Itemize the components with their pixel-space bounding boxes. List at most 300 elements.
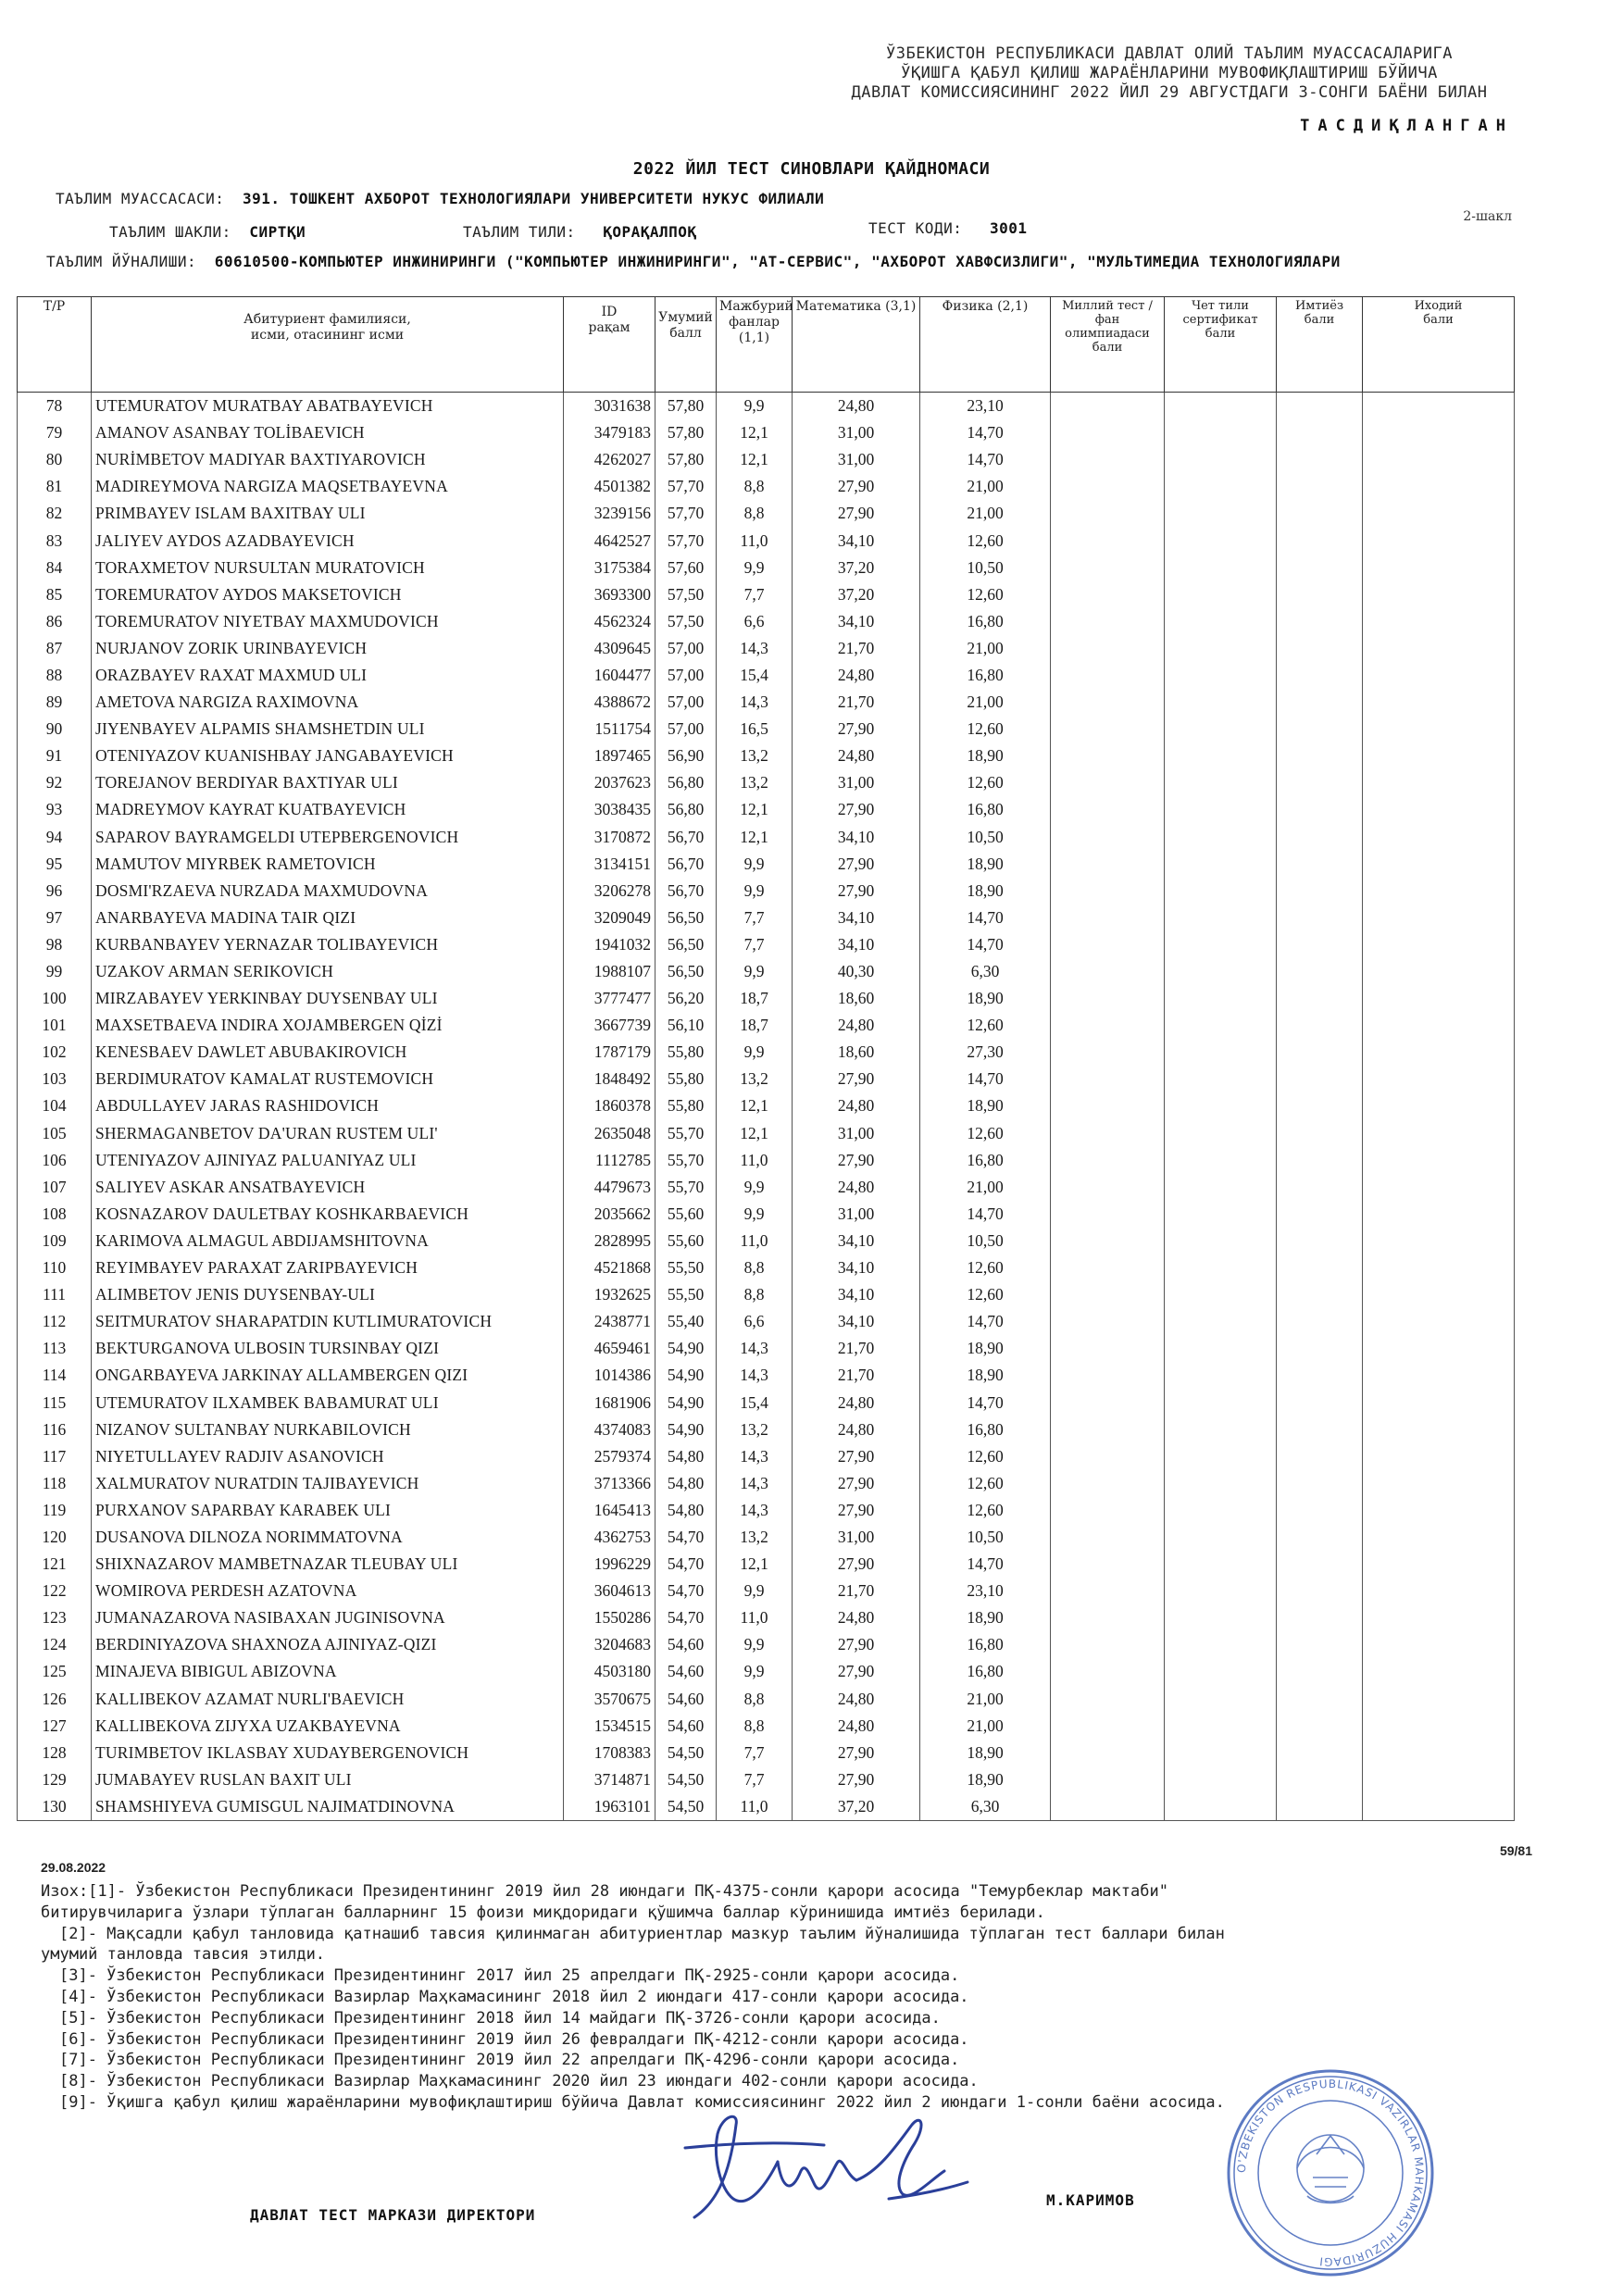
table-row xyxy=(18,1631,1515,1658)
cell-name: TOREMURATOV AYDOS MAKSETOVICH xyxy=(92,581,564,608)
cell-final xyxy=(1363,1604,1515,1631)
cell-compulsory: 8,8 xyxy=(717,1281,793,1308)
cell-phys: 18,90 xyxy=(920,1335,1051,1362)
results-table xyxy=(17,296,1515,1821)
cell-privilege xyxy=(1277,1308,1363,1335)
cell-national xyxy=(1051,1281,1165,1308)
cell-id: 1897465 xyxy=(564,742,655,769)
cell-no: 93 xyxy=(18,796,92,823)
cell-math: 24,80 xyxy=(793,1012,920,1039)
cell-lang xyxy=(1165,1658,1277,1685)
cell-final xyxy=(1363,1470,1515,1497)
cell-math: 24,80 xyxy=(793,1389,920,1416)
cell-privilege xyxy=(1277,1092,1363,1119)
table-row xyxy=(18,878,1515,905)
cell-lang xyxy=(1165,769,1277,796)
cell-lang xyxy=(1165,1686,1277,1713)
cell-math: 27,90 xyxy=(793,473,920,500)
cell-no: 101 xyxy=(18,1012,92,1039)
footnote-line: [3]- Ўзбекистон Республикаси Президентининг 2017 йил 25 апрелдаги ПҚ-2925-сонли қарори асосида. xyxy=(59,1966,960,1986)
cell-phys: 18,90 xyxy=(920,1766,1051,1793)
cell-total: 54,70 xyxy=(655,1551,717,1578)
cell-phys: 10,50 xyxy=(920,1228,1051,1254)
cell-id: 1932625 xyxy=(564,1281,655,1308)
cell-national xyxy=(1051,1201,1165,1228)
table-row xyxy=(18,555,1515,581)
cell-name: SEITMURATOV SHARAPATDIN KUTLIMURATOVICH xyxy=(92,1308,564,1335)
table-row xyxy=(18,1174,1515,1201)
cell-no: 86 xyxy=(18,608,92,635)
cell-no: 94 xyxy=(18,824,92,851)
cell-name: NIYETULLAYEV RADJIV ASANOVICH xyxy=(92,1443,564,1470)
cell-phys: 23,10 xyxy=(920,1578,1051,1604)
cell-lang xyxy=(1165,1066,1277,1092)
cell-name: UTENIYAZOV AJINIYAZ PALUANIYAZ ULI xyxy=(92,1147,564,1174)
cell-lang xyxy=(1165,555,1277,581)
cell-no: 80 xyxy=(18,446,92,473)
cell-privilege xyxy=(1277,931,1363,958)
cell-national xyxy=(1051,1092,1165,1119)
cell-total: 54,90 xyxy=(655,1416,717,1443)
cell-final xyxy=(1363,1147,1515,1174)
cell-id: 1996229 xyxy=(564,1551,655,1578)
table-row xyxy=(18,1578,1515,1604)
table-row xyxy=(18,1335,1515,1362)
cell-national xyxy=(1051,1443,1165,1470)
cell-compulsory: 9,9 xyxy=(717,851,793,878)
cell-compulsory: 13,2 xyxy=(717,742,793,769)
cell-math: 27,90 xyxy=(793,1497,920,1524)
cell-phys: 12,60 xyxy=(920,1443,1051,1470)
cell-national xyxy=(1051,851,1165,878)
cell-no: 118 xyxy=(18,1470,92,1497)
cell-national xyxy=(1051,1686,1165,1713)
table-row xyxy=(18,527,1515,554)
cell-phys: 16,80 xyxy=(920,1631,1051,1658)
cell-math: 27,90 xyxy=(793,1740,920,1766)
cell-privilege xyxy=(1277,1389,1363,1416)
cell-no: 120 xyxy=(18,1524,92,1551)
signer-title: ДАВЛАТ ТЕСТ МАРКАЗИ ДИРЕКТОРИ xyxy=(250,2206,536,2224)
cell-name: REYIMBAYEV PARAXAT ZARIPBAYEVICH xyxy=(92,1254,564,1281)
cell-id: 1988107 xyxy=(564,958,655,985)
table-row xyxy=(18,1228,1515,1254)
cell-final xyxy=(1363,742,1515,769)
cell-name: UZAKOV ARMAN SERIKOVICH xyxy=(92,958,564,985)
cell-phys: 14,70 xyxy=(920,419,1051,446)
footnote-line: битирувчиларига ўзлари тўплаган балларнинг 15 фоизи миқдоридаги қўшимча баллар кўринишида имтиёз берилади. xyxy=(41,1903,1045,1922)
table-row xyxy=(18,1793,1515,1821)
cell-privilege xyxy=(1277,662,1363,689)
table-row xyxy=(18,689,1515,716)
cell-lang xyxy=(1165,878,1277,905)
cell-id: 4503180 xyxy=(564,1658,655,1685)
cell-privilege xyxy=(1277,905,1363,931)
col-header-math: Математика (3,1) xyxy=(793,297,920,393)
cell-id: 2635048 xyxy=(564,1120,655,1147)
cell-no: 84 xyxy=(18,555,92,581)
cell-name: ABDULLAYEV JARAS RASHIDOVICH xyxy=(92,1092,564,1119)
cell-math: 34,10 xyxy=(793,527,920,554)
cell-no: 124 xyxy=(18,1631,92,1658)
table-row xyxy=(18,931,1515,958)
cell-math: 24,80 xyxy=(793,1174,920,1201)
cell-national xyxy=(1051,1551,1165,1578)
cell-name: SALIYEV ASKAR ANSATBAYEVICH xyxy=(92,1174,564,1201)
cell-id: 1534515 xyxy=(564,1713,655,1740)
cell-id: 4374083 xyxy=(564,1416,655,1443)
cell-total: 57,70 xyxy=(655,473,717,500)
cell-phys: 12,60 xyxy=(920,769,1051,796)
cell-total: 54,70 xyxy=(655,1604,717,1631)
cell-name: XALMURATOV NURATDIN TAJIBAYEVICH xyxy=(92,1470,564,1497)
cell-lang xyxy=(1165,1147,1277,1174)
footnote-line: [6]- Ўзбекистон Республикаси Президентининг 2019 йил 26 февралдаги ПҚ-4212-сонли қарори асосида. xyxy=(59,2029,969,2049)
cell-lang xyxy=(1165,1578,1277,1604)
cell-math: 21,70 xyxy=(793,689,920,716)
cell-name: MIRZABAYEV YERKINBAY DUYSENBAY ULI xyxy=(92,985,564,1012)
cell-phys: 18,90 xyxy=(920,1092,1051,1119)
cell-privilege xyxy=(1277,393,1363,420)
cell-total: 57,50 xyxy=(655,608,717,635)
cell-no: 110 xyxy=(18,1254,92,1281)
cell-math: 24,80 xyxy=(793,742,920,769)
approval-line: ЎЗБЕКИСТОН РЕСПУБЛИКАСИ ДАВЛАТ ОЛИЙ ТАЪЛИМ МУАССАСАЛАРИГА xyxy=(886,44,1453,63)
cell-final xyxy=(1363,635,1515,662)
cell-name: TURIMBETOV IKLASBAY XUDAYBERGENOVICH xyxy=(92,1740,564,1766)
cell-name: KENESBAEV DAWLET ABUBAKIROVICH xyxy=(92,1039,564,1066)
cell-total: 55,70 xyxy=(655,1174,717,1201)
cell-privilege xyxy=(1277,1551,1363,1578)
cell-privilege xyxy=(1277,555,1363,581)
cell-compulsory: 9,9 xyxy=(717,1039,793,1066)
cell-privilege xyxy=(1277,1497,1363,1524)
cell-national xyxy=(1051,905,1165,931)
cell-math: 21,70 xyxy=(793,1578,920,1604)
cell-id: 4388672 xyxy=(564,689,655,716)
cell-privilege xyxy=(1277,1470,1363,1497)
cell-privilege xyxy=(1277,608,1363,635)
cell-total: 55,70 xyxy=(655,1147,717,1174)
page-number: 59/81 xyxy=(1499,1843,1532,1858)
table-row xyxy=(18,581,1515,608)
cell-national xyxy=(1051,1254,1165,1281)
cell-id: 3170872 xyxy=(564,824,655,851)
cell-compulsory: 15,4 xyxy=(717,1389,793,1416)
cell-phys: 14,70 xyxy=(920,1551,1051,1578)
cell-lang xyxy=(1165,742,1277,769)
cell-phys: 18,90 xyxy=(920,742,1051,769)
cell-no: 109 xyxy=(18,1228,92,1254)
table-row xyxy=(18,1470,1515,1497)
cell-national xyxy=(1051,1604,1165,1631)
cell-id: 3570675 xyxy=(564,1686,655,1713)
table-row xyxy=(18,1551,1515,1578)
cell-phys: 18,90 xyxy=(920,1604,1051,1631)
cell-lang xyxy=(1165,527,1277,554)
footnote-line: умумий танловда тавсия этилди. xyxy=(41,1945,326,1965)
cell-final xyxy=(1363,985,1515,1012)
cell-compulsory: 11,0 xyxy=(717,527,793,554)
cell-id: 3667739 xyxy=(564,1012,655,1039)
cell-national xyxy=(1051,500,1165,527)
cell-final xyxy=(1363,1201,1515,1228)
cell-name: JIYENBAYEV ALPAMIS SHAMSHETDIN ULI xyxy=(92,716,564,742)
cell-total: 56,80 xyxy=(655,796,717,823)
cell-compulsory: 12,1 xyxy=(717,419,793,446)
table-header xyxy=(18,297,1515,393)
cell-name: BERDIMURATOV KAMALAT RUSTEMOVICH xyxy=(92,1066,564,1092)
cell-total: 54,80 xyxy=(655,1470,717,1497)
cell-phys: 27,30 xyxy=(920,1039,1051,1066)
cell-name: JUMANAZAROVA NASIBAXAN JUGINISOVNA xyxy=(92,1604,564,1631)
cell-privilege xyxy=(1277,635,1363,662)
cell-no: 92 xyxy=(18,769,92,796)
cell-lang xyxy=(1165,1740,1277,1766)
cell-no: 85 xyxy=(18,581,92,608)
cell-no: 98 xyxy=(18,931,92,958)
cell-name: SHAMSHIYEVA GUMISGUL NAJIMATDINOVNA xyxy=(92,1793,564,1821)
cell-national xyxy=(1051,689,1165,716)
cell-math: 27,90 xyxy=(793,796,920,823)
approved-label: ТАСДИҚЛАНГАН xyxy=(1300,117,1514,135)
cell-math: 27,90 xyxy=(793,1658,920,1685)
cell-compulsory: 7,7 xyxy=(717,905,793,931)
cell-final xyxy=(1363,1686,1515,1713)
table-row xyxy=(18,851,1515,878)
cell-lang xyxy=(1165,1228,1277,1254)
cell-final xyxy=(1363,527,1515,554)
cell-national xyxy=(1051,473,1165,500)
cell-compulsory: 7,7 xyxy=(717,1740,793,1766)
table-row xyxy=(18,824,1515,851)
cell-math: 24,80 xyxy=(793,1686,920,1713)
table-row xyxy=(18,608,1515,635)
cell-compulsory: 12,1 xyxy=(717,1120,793,1147)
cell-lang xyxy=(1165,1631,1277,1658)
table-row xyxy=(18,1766,1515,1793)
cell-lang xyxy=(1165,1443,1277,1470)
cell-no: 126 xyxy=(18,1686,92,1713)
cell-final xyxy=(1363,1092,1515,1119)
cell-national xyxy=(1051,1578,1165,1604)
cell-compulsory: 8,8 xyxy=(717,1254,793,1281)
cell-phys: 10,50 xyxy=(920,1524,1051,1551)
cell-compulsory: 12,1 xyxy=(717,1092,793,1119)
cell-privilege xyxy=(1277,1524,1363,1551)
cell-no: 112 xyxy=(18,1308,92,1335)
cell-national xyxy=(1051,393,1165,420)
cell-national xyxy=(1051,1497,1165,1524)
table-row xyxy=(18,1686,1515,1713)
cell-national xyxy=(1051,1362,1165,1389)
cell-compulsory: 7,7 xyxy=(717,931,793,958)
cell-final xyxy=(1363,1066,1515,1092)
table-row xyxy=(18,769,1515,796)
cell-id: 4521868 xyxy=(564,1254,655,1281)
cell-final xyxy=(1363,689,1515,716)
cell-national xyxy=(1051,419,1165,446)
cell-national xyxy=(1051,1147,1165,1174)
cell-no: 129 xyxy=(18,1766,92,1793)
cell-lang xyxy=(1165,1497,1277,1524)
cell-national xyxy=(1051,1174,1165,1201)
table-row xyxy=(18,1713,1515,1740)
table-row xyxy=(18,1362,1515,1389)
cell-final xyxy=(1363,1658,1515,1685)
cell-phys: 12,60 xyxy=(920,1470,1051,1497)
study-form-label: ТАЪЛИМ ШАКЛИ: xyxy=(109,223,231,241)
cell-national xyxy=(1051,769,1165,796)
cell-lang xyxy=(1165,1416,1277,1443)
cell-total: 57,60 xyxy=(655,555,717,581)
cell-national xyxy=(1051,958,1165,985)
cell-national xyxy=(1051,1524,1165,1551)
cell-math: 37,20 xyxy=(793,1793,920,1821)
footnote-line: [9]- Ўқишга қабул қилиш жараёнларини мувофиқлаштириш бўйича Давлат комиссиясининг 2022 йил 2 июндаги 1-сонли баёни асосида. xyxy=(59,2092,1225,2112)
cell-privilege xyxy=(1277,1254,1363,1281)
cell-compulsory: 18,7 xyxy=(717,985,793,1012)
cell-compulsory: 8,8 xyxy=(717,473,793,500)
cell-no: 79 xyxy=(18,419,92,446)
cell-name: DOSMI'RZAEVA NURZADA MAXMUDOVNA xyxy=(92,878,564,905)
cell-total: 56,20 xyxy=(655,985,717,1012)
cell-no: 99 xyxy=(18,958,92,985)
cell-name: NIZANOV SULTANBAY NURKABILOVICH xyxy=(92,1416,564,1443)
cell-phys: 16,80 xyxy=(920,1147,1051,1174)
cell-name: TORAXMETOV NURSULTAN MURATOVICH xyxy=(92,555,564,581)
cell-no: 125 xyxy=(18,1658,92,1685)
cell-compulsory: 14,3 xyxy=(717,635,793,662)
cell-phys: 12,60 xyxy=(920,1120,1051,1147)
cell-privilege xyxy=(1277,1039,1363,1066)
col-header-physics: Физика (2,1) xyxy=(920,297,1051,393)
cell-name: MAMUTOV MIYRBEK RAMETOVICH xyxy=(92,851,564,878)
cell-final xyxy=(1363,1254,1515,1281)
cell-math: 27,90 xyxy=(793,851,920,878)
cell-national xyxy=(1051,581,1165,608)
cell-id: 1860378 xyxy=(564,1092,655,1119)
cell-name: SAPAROV BAYRAMGELDI UTEPBERGENOVICH xyxy=(92,824,564,851)
cell-total: 56,90 xyxy=(655,742,717,769)
cell-final xyxy=(1363,419,1515,446)
cell-compulsory: 8,8 xyxy=(717,1713,793,1740)
cell-math: 34,10 xyxy=(793,1281,920,1308)
cell-phys: 18,90 xyxy=(920,851,1051,878)
cell-final xyxy=(1363,662,1515,689)
cell-national xyxy=(1051,1308,1165,1335)
cell-privilege xyxy=(1277,1066,1363,1092)
cell-national xyxy=(1051,1335,1165,1362)
col-header-foreign-lang: Чет тили сертификат бали xyxy=(1165,297,1277,393)
col-header-name: Абитуриент фамилияси, исми, отасининг исми xyxy=(92,297,564,393)
cell-name: ANARBAYEVA MADINA TAIR QIZI xyxy=(92,905,564,931)
cell-national xyxy=(1051,931,1165,958)
cell-no: 91 xyxy=(18,742,92,769)
cell-no: 127 xyxy=(18,1713,92,1740)
cell-id: 1963101 xyxy=(564,1793,655,1821)
cell-privilege xyxy=(1277,473,1363,500)
cell-national xyxy=(1051,527,1165,554)
direction-label: ТАЪЛИМ ЙЎНАЛИШИ: xyxy=(46,253,197,270)
cell-total: 57,80 xyxy=(655,446,717,473)
cell-lang xyxy=(1165,1713,1277,1740)
cell-lang xyxy=(1165,1092,1277,1119)
cell-phys: 21,00 xyxy=(920,500,1051,527)
col-header-total: Умумий балл xyxy=(655,297,717,393)
cell-math: 31,00 xyxy=(793,1201,920,1228)
cell-math: 27,90 xyxy=(793,716,920,742)
cell-id: 4309645 xyxy=(564,635,655,662)
cell-total: 54,70 xyxy=(655,1524,717,1551)
cell-lang xyxy=(1165,985,1277,1012)
cell-compulsory: 9,9 xyxy=(717,1174,793,1201)
cell-compulsory: 6,6 xyxy=(717,608,793,635)
col-header-compulsory: Мажбурий фанлар (1,1) xyxy=(717,297,793,393)
table-row xyxy=(18,393,1515,420)
cell-privilege xyxy=(1277,1228,1363,1254)
cell-lang xyxy=(1165,689,1277,716)
cell-privilege xyxy=(1277,1604,1363,1631)
cell-math: 31,00 xyxy=(793,446,920,473)
cell-compulsory: 12,1 xyxy=(717,1551,793,1578)
cell-compulsory: 9,9 xyxy=(717,958,793,985)
col-header-id: ID рақам xyxy=(564,297,655,393)
table-row xyxy=(18,473,1515,500)
cell-lang xyxy=(1165,851,1277,878)
cell-total: 57,00 xyxy=(655,635,717,662)
cell-lang xyxy=(1165,500,1277,527)
cell-lang xyxy=(1165,1281,1277,1308)
table-row xyxy=(18,1092,1515,1119)
cell-national xyxy=(1051,1766,1165,1793)
cell-national xyxy=(1051,1039,1165,1066)
cell-phys: 14,70 xyxy=(920,1308,1051,1335)
cell-no: 130 xyxy=(18,1793,92,1821)
cell-no: 121 xyxy=(18,1551,92,1578)
table-row xyxy=(18,662,1515,689)
cell-final xyxy=(1363,1497,1515,1524)
table-row xyxy=(18,1497,1515,1524)
cell-total: 55,60 xyxy=(655,1228,717,1254)
cell-privilege xyxy=(1277,878,1363,905)
cell-name: TOREJANOV BERDIYAR BAXTIYAR ULI xyxy=(92,769,564,796)
cell-total: 56,50 xyxy=(655,905,717,931)
cell-no: 117 xyxy=(18,1443,92,1470)
test-code-label: ТЕСТ КОДИ: xyxy=(868,219,963,237)
cell-compulsory: 14,3 xyxy=(717,1443,793,1470)
cell-compulsory: 18,7 xyxy=(717,1012,793,1039)
cell-id: 4659461 xyxy=(564,1335,655,1362)
cell-id: 4479673 xyxy=(564,1174,655,1201)
cell-id: 1708383 xyxy=(564,1740,655,1766)
cell-privilege xyxy=(1277,769,1363,796)
cell-final xyxy=(1363,1012,1515,1039)
direction-row xyxy=(46,253,1341,270)
cell-total: 54,60 xyxy=(655,1631,717,1658)
cell-lang xyxy=(1165,1174,1277,1201)
cell-math: 34,10 xyxy=(793,1254,920,1281)
cell-id: 3204683 xyxy=(564,1631,655,1658)
cell-math: 31,00 xyxy=(793,1524,920,1551)
cell-name: SHIXNAZAROV MAMBETNAZAR TLEUBAY ULI xyxy=(92,1551,564,1578)
cell-privilege xyxy=(1277,1335,1363,1362)
cell-name: KARIMOVA ALMAGUL ABDIJAMSHITOVNA xyxy=(92,1228,564,1254)
cell-privilege xyxy=(1277,1713,1363,1740)
cell-name: SHERMAGANBETOV DA'URAN RUSTEM ULI' xyxy=(92,1120,564,1147)
approval-line: ЎҚИШГА ҚАБУЛ ҚИЛИШ ЖАРАЁНЛАРИНИ МУВОФИҚЛАШТИРИШ БЎЙИЧА xyxy=(901,64,1438,82)
cell-math: 27,90 xyxy=(793,1066,920,1092)
